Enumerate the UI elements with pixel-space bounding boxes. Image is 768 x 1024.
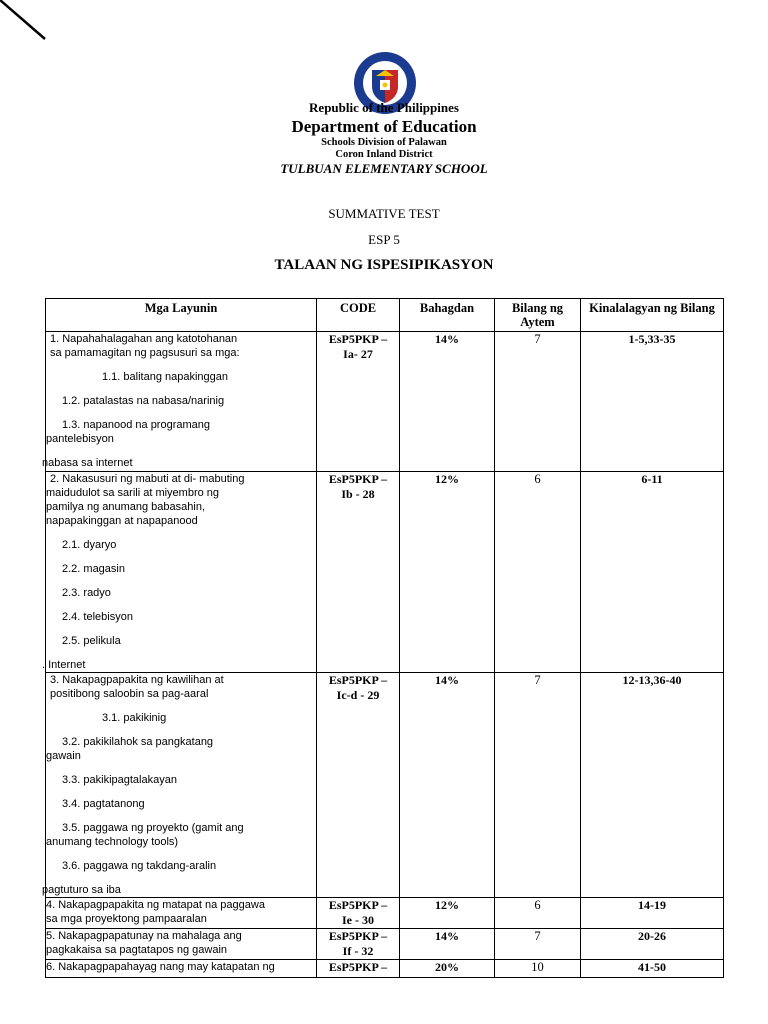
department-title: Department of Education xyxy=(291,117,477,136)
percent-cell: 14% xyxy=(400,929,495,960)
table-row xyxy=(46,929,724,960)
republic-title: Republic of the Philippines xyxy=(309,100,459,115)
location-cell: 1-5,33-35 xyxy=(581,332,724,472)
location-cell: 14-19 xyxy=(581,898,724,929)
code-cell: EsP5PKP – Ic-d - 29 xyxy=(317,673,400,898)
header-code: CODE xyxy=(317,299,400,332)
percent-cell: 12% xyxy=(400,898,495,929)
location-cell: 41-50 xyxy=(581,960,724,978)
percent-cell: 14% xyxy=(400,673,495,898)
percent-cell: 14% xyxy=(400,332,495,472)
location-cell: 6-11 xyxy=(581,472,724,673)
table-row xyxy=(46,673,724,898)
code-cell: EsP5PKP – Ib - 28 xyxy=(317,472,400,673)
code-cell: EsP5PKP – If - 32 xyxy=(317,929,400,960)
corner-line xyxy=(0,0,60,50)
objective-cell: 1. Napahahalagahan ang katotohanan sa pamamagitan ng pagsusuri sa mga: 1.1. balitang napakinggan 1.2. patalastas na nabasa/narinig 1.3. napanood na programang pantelebisyon nabasa sa internet xyxy=(46,332,317,472)
subject-title: ESP 5 xyxy=(368,232,400,247)
code-cell: EsP5PKP – xyxy=(317,960,400,978)
table-header-row xyxy=(46,299,724,332)
district-name: Coron Inland District xyxy=(335,149,433,160)
items-cell: 7 xyxy=(495,673,581,898)
code-cell: EsP5PKP – Ie - 30 xyxy=(317,898,400,929)
table-row xyxy=(46,332,724,472)
location-cell: 20-26 xyxy=(581,929,724,960)
items-cell: 6 xyxy=(495,898,581,929)
location-cell: 12-13,36-40 xyxy=(581,673,724,898)
table-title: TALAAN NG ISPESIPIKASYON xyxy=(274,257,494,273)
table-row xyxy=(46,960,724,978)
items-cell: 7 xyxy=(495,929,581,960)
header-items: Bilang ng Aytem xyxy=(495,299,581,332)
header-location: Kinalalagyan ng Bilang xyxy=(581,299,724,332)
objective-cell: 2. Nakasusuri ng mabuti at di- mabuting maidudulot sa sarili at miyembro ng pamilya ng anumang babasahin, napapakinggan at napapanood 2.1. dyaryo 2.2. magasin 2.3. radyo 2.4. telebisyon 2.5. pelikula . Internet xyxy=(46,472,317,673)
table-row xyxy=(46,898,724,929)
percent-cell: 12% xyxy=(400,472,495,673)
school-name: TULBUAN ELEMENTARY SCHOOL xyxy=(280,161,488,176)
objective-cell: 3. Nakapagpapakita ng kawilihan at positibong saloobin sa pag-aaral 3.1. pakikinig 3.2. pakikilahok sa pangkatang gawain 3.3. pakikipagtalakayan 3.4. pagtatanong 3.5. paggawa ng proyekto (gamit ang anumang technology tools) 3.6. paggawa ng takdang-aralin pagtuturo sa iba xyxy=(46,673,317,898)
items-cell: 6 xyxy=(495,472,581,673)
objective-cell: 4. Nakapagpapakita ng matapat na paggawa sa mga proyektong pampaaralan xyxy=(46,898,317,929)
header-percent: Bahagdan xyxy=(400,299,495,332)
header-objectives: Mga Layunin xyxy=(46,299,317,332)
test-title: SUMMATIVE TEST xyxy=(328,206,440,221)
objective-cell: 5. Nakapagpapatunay na mahalaga ang pagkakaisa sa pagtatapos ng gawain xyxy=(46,929,317,960)
items-cell: 7 xyxy=(495,332,581,472)
code-cell: EsP5PKP – Ia- 27 xyxy=(317,332,400,472)
division-name: Schools Division of Palawan xyxy=(321,137,447,148)
percent-cell: 20% xyxy=(400,960,495,978)
objective-cell: 6. Nakapagpapahayag nang may katapatan ng xyxy=(46,960,317,978)
specification-table xyxy=(42,298,724,978)
items-cell: 10 xyxy=(495,960,581,978)
table-row xyxy=(46,472,724,673)
